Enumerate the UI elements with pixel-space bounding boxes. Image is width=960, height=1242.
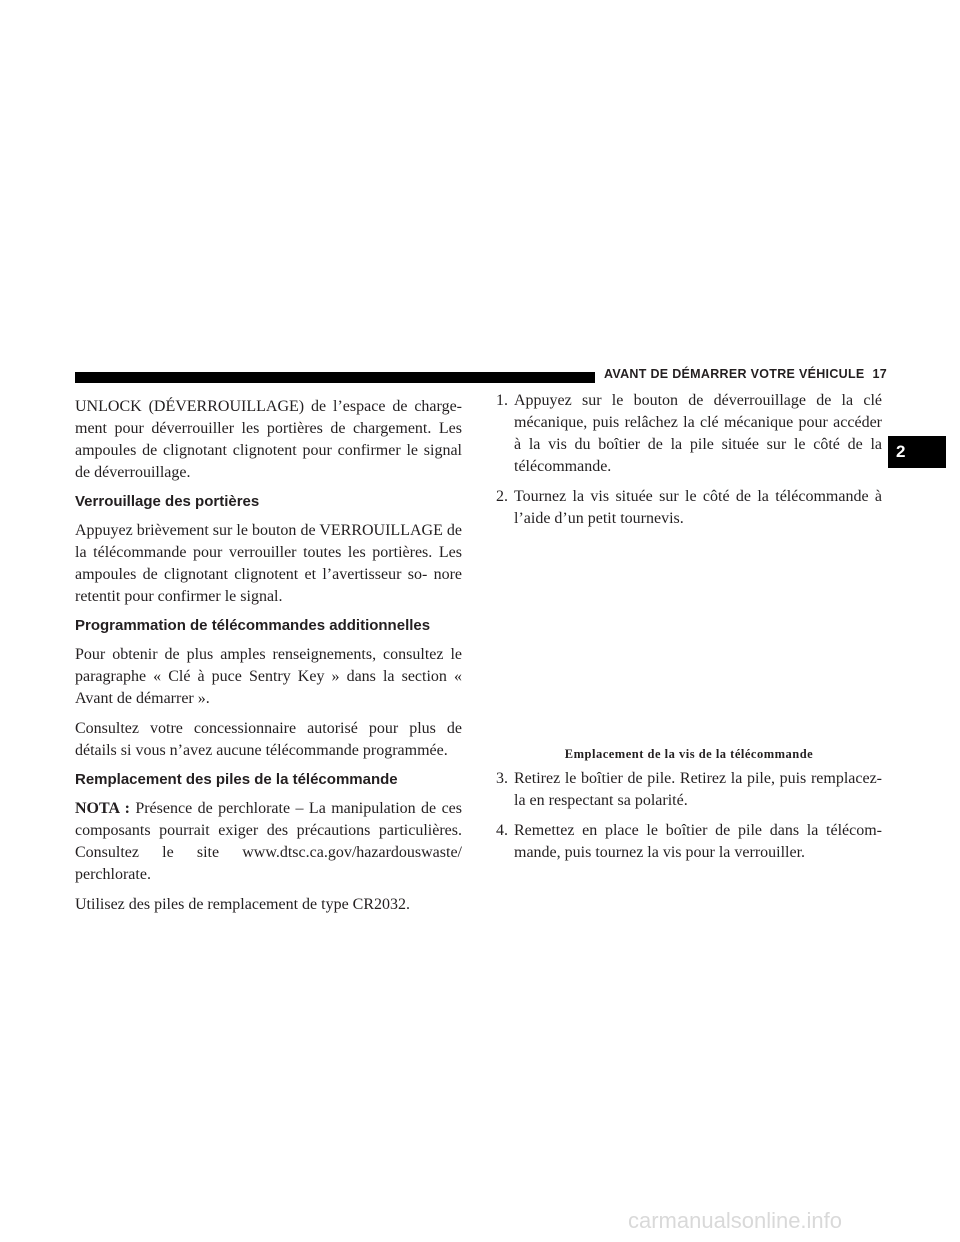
intro-paragraph: UNLOCK (DÉVERROUILLAGE) de l’espace de charge- ment pour déverrouiller les portières de chargement. Les ampoules de clignotant clignotent pour confirmer le signal de déverrouillage.	[75, 398, 462, 481]
step-number: 3.	[496, 770, 508, 787]
step-number: 4.	[496, 822, 508, 839]
chapter-tab: 2	[888, 436, 946, 468]
watermark: carmanualsonline.info	[628, 1208, 843, 1233]
header-rule	[75, 372, 595, 383]
header-title: AVANT DE DÉMARRER VOTRE VÉHICULE	[604, 367, 865, 381]
nota-text: Présence de perchlorate – La manipulation de ces composants pourrait exiger des précautions particulières. Consultez le site www.dtsc.ca.gov/hazardouswaste/ perchlorate.	[75, 800, 463, 883]
nota-paragraph	[75, 798, 462, 886]
step-number: 1.	[496, 392, 508, 409]
figure-area	[496, 538, 882, 746]
door-lock-paragraph: Appuyez brièvement sur le bouton de VERROUILLAGE de la télécommande pour verrouiller toutes les portières. Les ampoules de clignotant clignotent et l’avertisseur so- nore retentit pour confirmer le signal.	[75, 522, 462, 605]
step-text: Appuyez sur le bouton de déverrouillage de la clé mécanique, puis relâchez la clé mécanique pour accéder à la vis du boîtier de la pile située sur le côté de la télécommande.	[514, 392, 882, 475]
programming-paragraph-2: Consultez votre concessionnaire autorisé pour plus de détails si vous n’avez aucune télécommande programmée.	[75, 720, 462, 759]
step-text: Remettez en place le boîtier de pile dans la télécom- mande, puis tournez la vis pour la verrouiller.	[514, 822, 882, 861]
step-item	[496, 820, 882, 864]
step-number: 2.	[496, 488, 508, 505]
section-heading-door-lock: Verrouillage des portières	[75, 493, 260, 510]
step-text: Tournez la vis située sur le côté de la télécommande à l’aide d’un petit tournevis.	[514, 488, 882, 527]
page-number: 17	[872, 367, 888, 381]
right-column	[496, 390, 882, 872]
section-heading-programming: Programmation de télécommandes additionnelles	[75, 617, 431, 634]
battery-type-paragraph: Utilisez des piles de remplacement de type CR2032.	[75, 896, 411, 913]
figure-caption: Emplacement de la vis de la télécommande	[564, 747, 814, 761]
step-text: Retirez le boîtier de pile. Retirez la pile, puis remplacez-la en respectant sa polarité.	[514, 770, 882, 809]
step-item	[496, 390, 882, 478]
step-item	[496, 768, 882, 812]
section-heading-battery: Remplacement des piles de la télécommande	[75, 771, 398, 788]
left-column	[75, 396, 462, 924]
step-item	[496, 486, 882, 530]
programming-paragraph-1: Pour obtenir de plus amples renseignements, consultez le paragraphe « Clé à puce Sentry Key » dans la section « Avant de démarrer ».	[75, 646, 462, 707]
nota-label: NOTA :	[75, 800, 130, 817]
running-header	[604, 367, 887, 381]
